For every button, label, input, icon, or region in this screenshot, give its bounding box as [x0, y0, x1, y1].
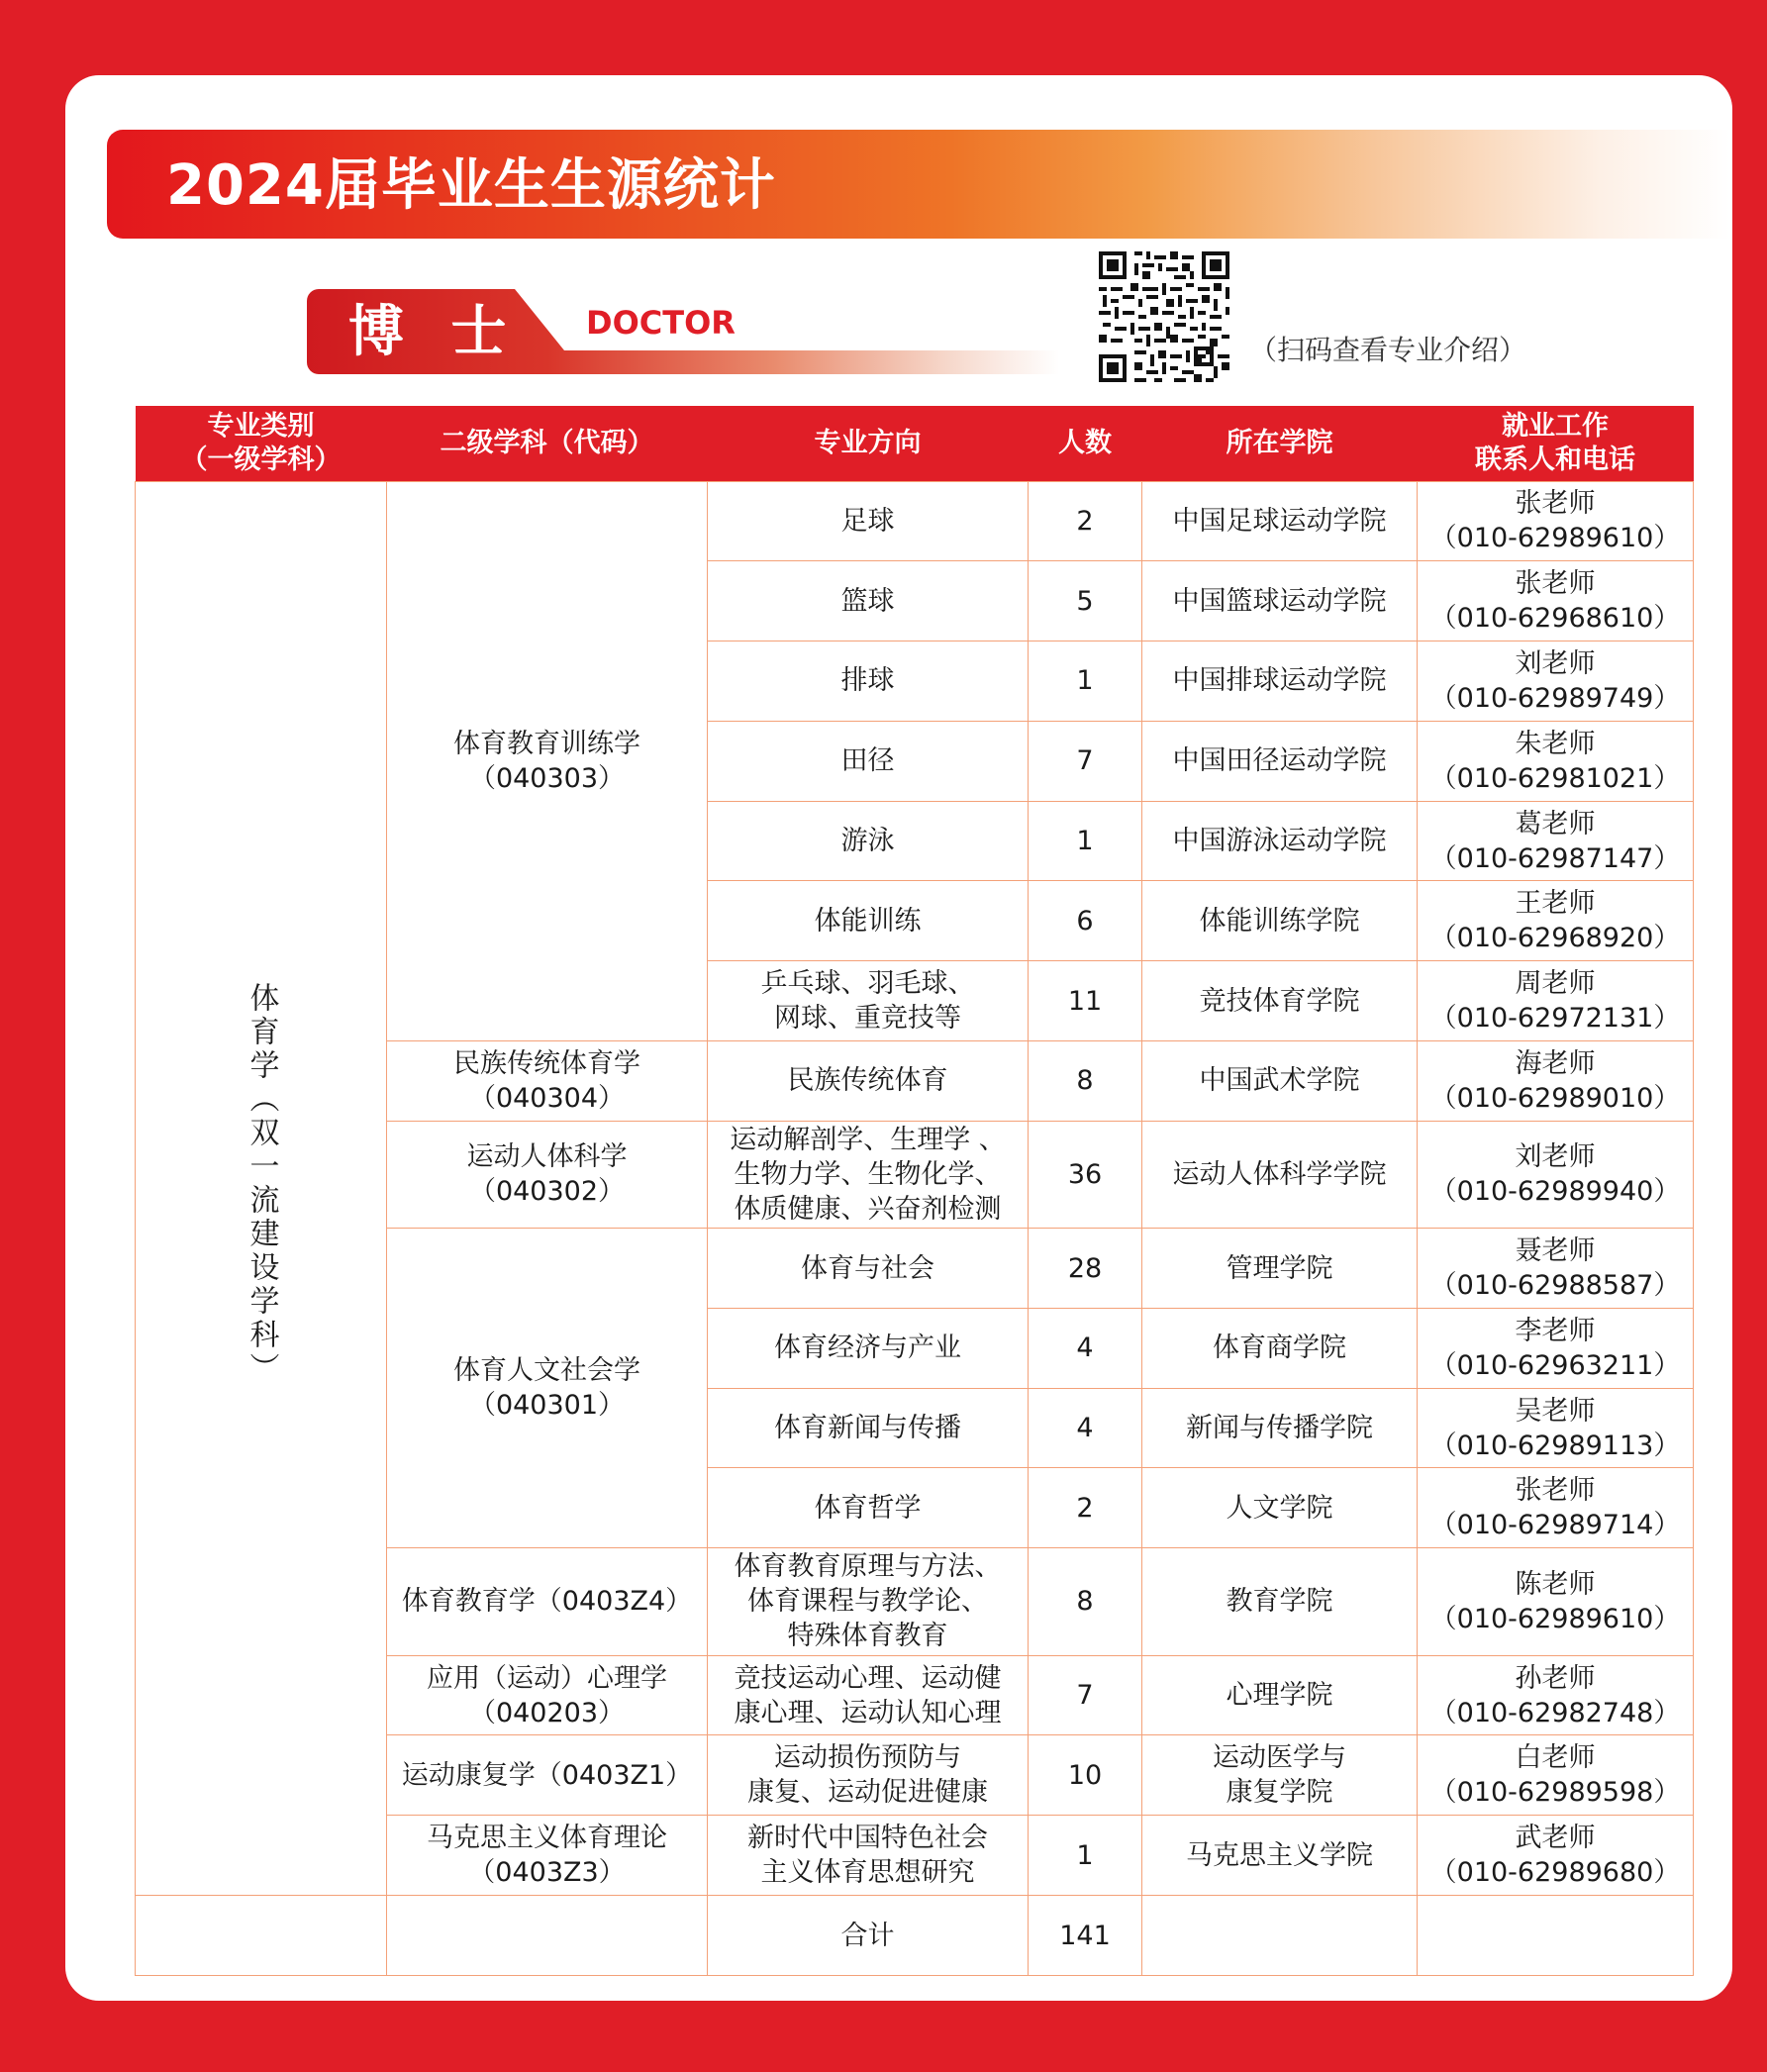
count-cell: 1: [1029, 801, 1142, 881]
college-cell: 教育学院: [1142, 1548, 1418, 1655]
empty-cell: [1418, 1896, 1694, 1976]
count-cell: 1: [1029, 1816, 1142, 1896]
empty-cell: [136, 1896, 387, 1976]
count-cell: 7: [1029, 1655, 1142, 1735]
contact-cell: 聂老师 （010-62988587）: [1418, 1229, 1694, 1309]
subject-cell: 应用（运动）心理学 （040203）: [387, 1655, 708, 1735]
direction-cell: 体育哲学: [708, 1468, 1029, 1548]
college-cell: 马克思主义学院: [1142, 1816, 1418, 1896]
contact-cell: 孙老师 （010-62982748）: [1418, 1655, 1694, 1735]
direction-cell: 乒乓球、羽毛球、 网球、重竞技等: [708, 961, 1029, 1041]
contact-cell: 海老师 （010-62989010）: [1418, 1040, 1694, 1121]
table-row: [136, 481, 1694, 561]
subject-cell: 体育教育学（0403Z4）: [387, 1548, 708, 1655]
empty-cell: [387, 1896, 708, 1976]
subject-cell: 体育人文社会学 （040301）: [387, 1229, 708, 1548]
total-row: [136, 1896, 1694, 1976]
header-count: 人数: [1029, 406, 1142, 481]
contact-cell: 朱老师 （010-62981021）: [1418, 721, 1694, 801]
qr-code-icon[interactable]: [1099, 251, 1229, 382]
page-title: 2024届毕业生生源统计: [166, 153, 776, 218]
direction-cell: 足球: [708, 481, 1029, 561]
college-cell: 中国足球运动学院: [1142, 481, 1418, 561]
header-subject: 二级学科（代码）: [387, 406, 708, 481]
header-contact: 就业工作 联系人和电话: [1418, 406, 1694, 481]
subject-cell: 运动人体科学 （040302）: [387, 1121, 708, 1228]
college-cell: 运动人体科学学院: [1142, 1121, 1418, 1228]
contact-cell: 葛老师 （010-62987147）: [1418, 801, 1694, 881]
count-cell: 4: [1029, 1308, 1142, 1388]
contact-cell: 张老师 （010-62989610）: [1418, 481, 1694, 561]
direction-cell: 体育与社会: [708, 1229, 1029, 1309]
contact-cell: 武老师 （010-62989680）: [1418, 1816, 1694, 1896]
contact-cell: 张老师 （010-62989714）: [1418, 1468, 1694, 1548]
table-header-row: [136, 406, 1694, 481]
count-cell: 2: [1029, 481, 1142, 561]
count-cell: 36: [1029, 1121, 1142, 1228]
contact-cell: 张老师 （010-62968610）: [1418, 561, 1694, 641]
college-cell: 体能训练学院: [1142, 881, 1418, 961]
header-college: 所在学院: [1142, 406, 1418, 481]
empty-cell: [1142, 1896, 1418, 1976]
header-category: 专业类别 （一级学科）: [136, 406, 387, 481]
direction-cell: 排球: [708, 641, 1029, 722]
count-cell: 11: [1029, 961, 1142, 1041]
direction-cell: 体能训练: [708, 881, 1029, 961]
direction-cell: 篮球: [708, 561, 1029, 641]
contact-cell: 白老师 （010-62989598）: [1418, 1735, 1694, 1816]
college-cell: 管理学院: [1142, 1229, 1418, 1309]
contact-cell: 陈老师 （010-62989610）: [1418, 1548, 1694, 1655]
direction-cell: 竞技运动心理、运动健 康心理、运动认知心理: [708, 1655, 1029, 1735]
college-cell: 竞技体育学院: [1142, 961, 1418, 1041]
count-cell: 6: [1029, 881, 1142, 961]
total-count: 141: [1029, 1896, 1142, 1976]
contact-cell: 吴老师 （010-62989113）: [1418, 1388, 1694, 1468]
direction-cell: 体育教育原理与方法、 体育课程与教学论、 特殊体育教育: [708, 1548, 1029, 1655]
category-label: 体育学（双一流建设学科）: [244, 981, 279, 1386]
graduate-table: [135, 406, 1694, 1976]
count-cell: 4: [1029, 1388, 1142, 1468]
section-title-cn: 博 士: [348, 300, 521, 364]
college-cell: 新闻与传播学院: [1142, 1388, 1418, 1468]
subject-cell: 运动康复学（0403Z1）: [387, 1735, 708, 1816]
subject-cell: 民族传统体育学 （040304）: [387, 1040, 708, 1121]
contact-cell: 刘老师 （010-62989940）: [1418, 1121, 1694, 1228]
college-cell: 中国武术学院: [1142, 1040, 1418, 1121]
direction-cell: 运动损伤预防与 康复、运动促进健康: [708, 1735, 1029, 1816]
count-cell: 8: [1029, 1548, 1142, 1655]
college-cell: 中国田径运动学院: [1142, 721, 1418, 801]
direction-cell: 体育经济与产业: [708, 1308, 1029, 1388]
contact-cell: 刘老师 （010-62989749）: [1418, 641, 1694, 722]
count-cell: 1: [1029, 641, 1142, 722]
college-cell: 人文学院: [1142, 1468, 1418, 1548]
contact-cell: 王老师 （010-62968920）: [1418, 881, 1694, 961]
count-cell: 2: [1029, 1468, 1142, 1548]
count-cell: 7: [1029, 721, 1142, 801]
subject-cell: 体育教育训练学 （040303）: [387, 481, 708, 1040]
qr-caption: （扫码查看专业介绍）: [1249, 334, 1527, 366]
count-cell: 28: [1029, 1229, 1142, 1309]
count-cell: 10: [1029, 1735, 1142, 1816]
subject-cell: 马克思主义体育理论 （0403Z3）: [387, 1816, 708, 1896]
contact-cell: 李老师 （010-62963211）: [1418, 1308, 1694, 1388]
contact-cell: 周老师 （010-62972131）: [1418, 961, 1694, 1041]
direction-cell: 游泳: [708, 801, 1029, 881]
direction-cell: 民族传统体育: [708, 1040, 1029, 1121]
direction-cell: 田径: [708, 721, 1029, 801]
section-title-en: DOCTOR: [586, 304, 736, 342]
count-cell: 5: [1029, 561, 1142, 641]
college-cell: 中国游泳运动学院: [1142, 801, 1418, 881]
college-cell: 中国篮球运动学院: [1142, 561, 1418, 641]
category-cell: [136, 481, 387, 1896]
college-cell: 中国排球运动学院: [1142, 641, 1418, 722]
direction-cell: 新时代中国特色社会 主义体育思想研究: [708, 1816, 1029, 1896]
college-cell: 体育商学院: [1142, 1308, 1418, 1388]
college-cell: 运动医学与 康复学院: [1142, 1735, 1418, 1816]
count-cell: 8: [1029, 1040, 1142, 1121]
college-cell: 心理学院: [1142, 1655, 1418, 1735]
direction-cell: 运动解剖学、生理学 、 生物力学、生物化学、 体质健康、兴奋剂检测: [708, 1121, 1029, 1228]
direction-cell: 体育新闻与传播: [708, 1388, 1029, 1468]
total-label: 合计: [708, 1896, 1029, 1976]
header-direction: 专业方向: [708, 406, 1029, 481]
